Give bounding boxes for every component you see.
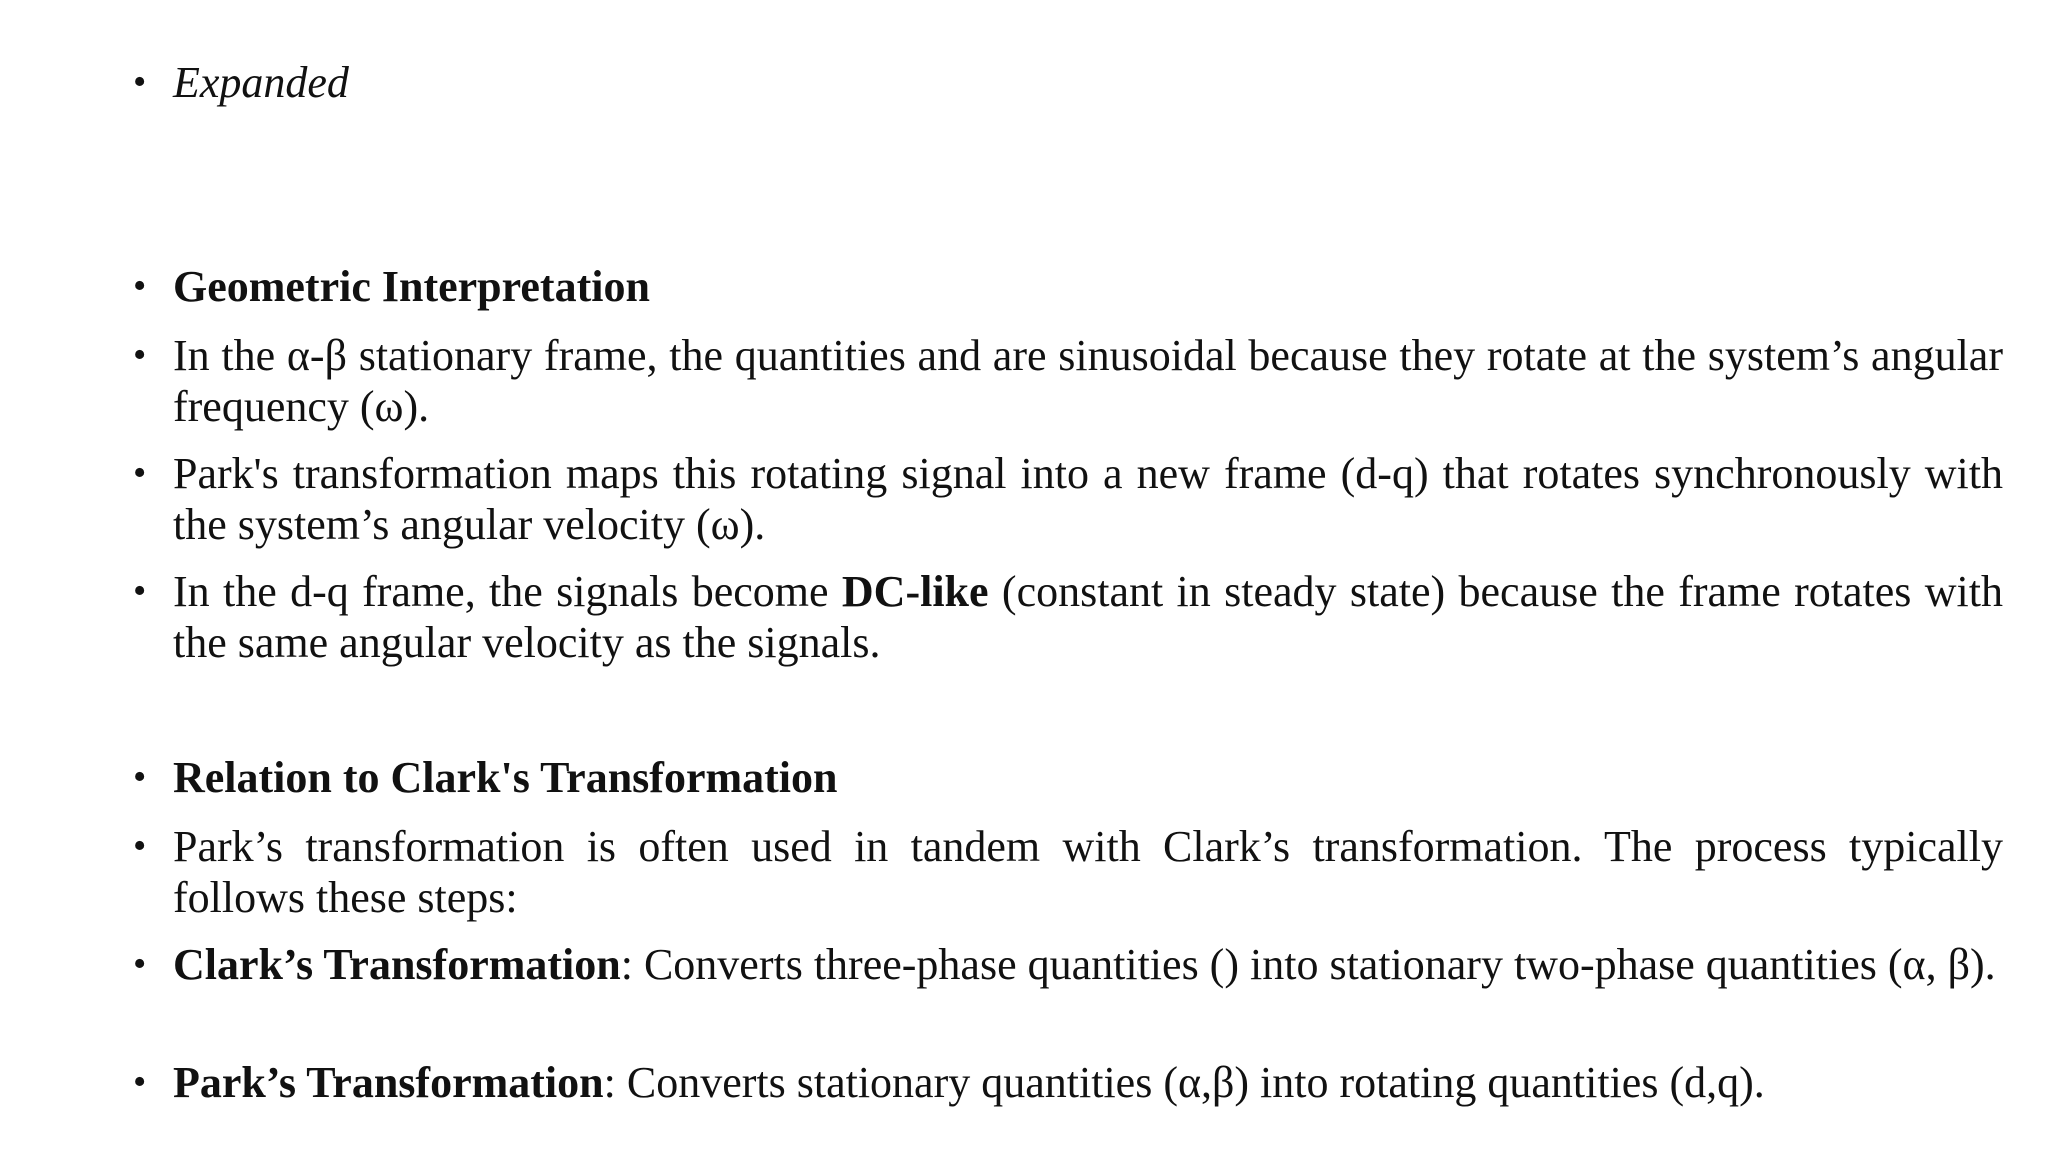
bullet-geometric-alpha-beta <box>133 330 2003 432</box>
paragraph-tandem: Park’s transformation is often used in tandem with Clark’s transformation. The process typically follows these steps: <box>173 822 2003 922</box>
bullet-dot: • <box>133 825 147 867</box>
bullet-dot: • <box>133 61 147 103</box>
expanded-text: Expanded <box>173 58 349 107</box>
bullet-clark-transformation <box>133 939 2003 990</box>
paragraph-dq-frame <box>173 566 2003 668</box>
clark-term: Clark’s Transformation <box>173 940 621 989</box>
bullet-geometric-heading <box>133 261 2003 312</box>
bullet-relation-heading <box>133 752 2003 803</box>
bullet-relation-tandem <box>133 821 2003 923</box>
paragraph-clark <box>173 939 2003 990</box>
dq-frame-text-start: In the d-q frame, the signals become <box>173 567 842 616</box>
section-heading-relation: Relation to Clark's Transformation <box>173 753 838 802</box>
park-term: Park’s Transformation <box>173 1058 604 1107</box>
dq-frame-text-end: (constant in steady state) because the frame rotates with the same angular velocity as the signals. <box>173 567 2004 667</box>
bullet-park-transformation <box>133 1057 2003 1108</box>
bullet-dot: • <box>133 756 147 798</box>
bullet-dot: • <box>133 570 147 612</box>
bullet-dot: • <box>133 1061 147 1103</box>
dc-like-emphasis: DC-like <box>841 567 989 616</box>
paragraph-park <box>173 1057 2003 1108</box>
paragraph-park-maps: Park's transformation maps this rotating signal into a new frame (d-q) that rotates synchronously with the system’s angular velocity (ω). <box>173 449 2003 549</box>
bullet-expanded <box>133 57 2003 108</box>
park-description: : Converts stationary quantities (α,β) into rotating quantities (d,q). <box>603 1058 1765 1107</box>
bullet-geometric-dq-frame <box>133 566 2003 668</box>
bullet-dot: • <box>133 452 147 494</box>
section-heading-geometric: Geometric Interpretation <box>173 262 650 311</box>
paragraph-alpha-beta: In the α-β stationary frame, the quantities and are sinusoidal because they rotate at the system’s angular frequency (ω). <box>173 331 2003 431</box>
clark-description: : Converts three-phase quantities () into stationary two-phase quantities (α, β). <box>620 940 1996 989</box>
bullet-dot: • <box>133 265 147 307</box>
bullet-dot: • <box>133 943 147 985</box>
bullet-geometric-park-maps <box>133 448 2003 550</box>
bullet-dot: • <box>133 334 147 376</box>
